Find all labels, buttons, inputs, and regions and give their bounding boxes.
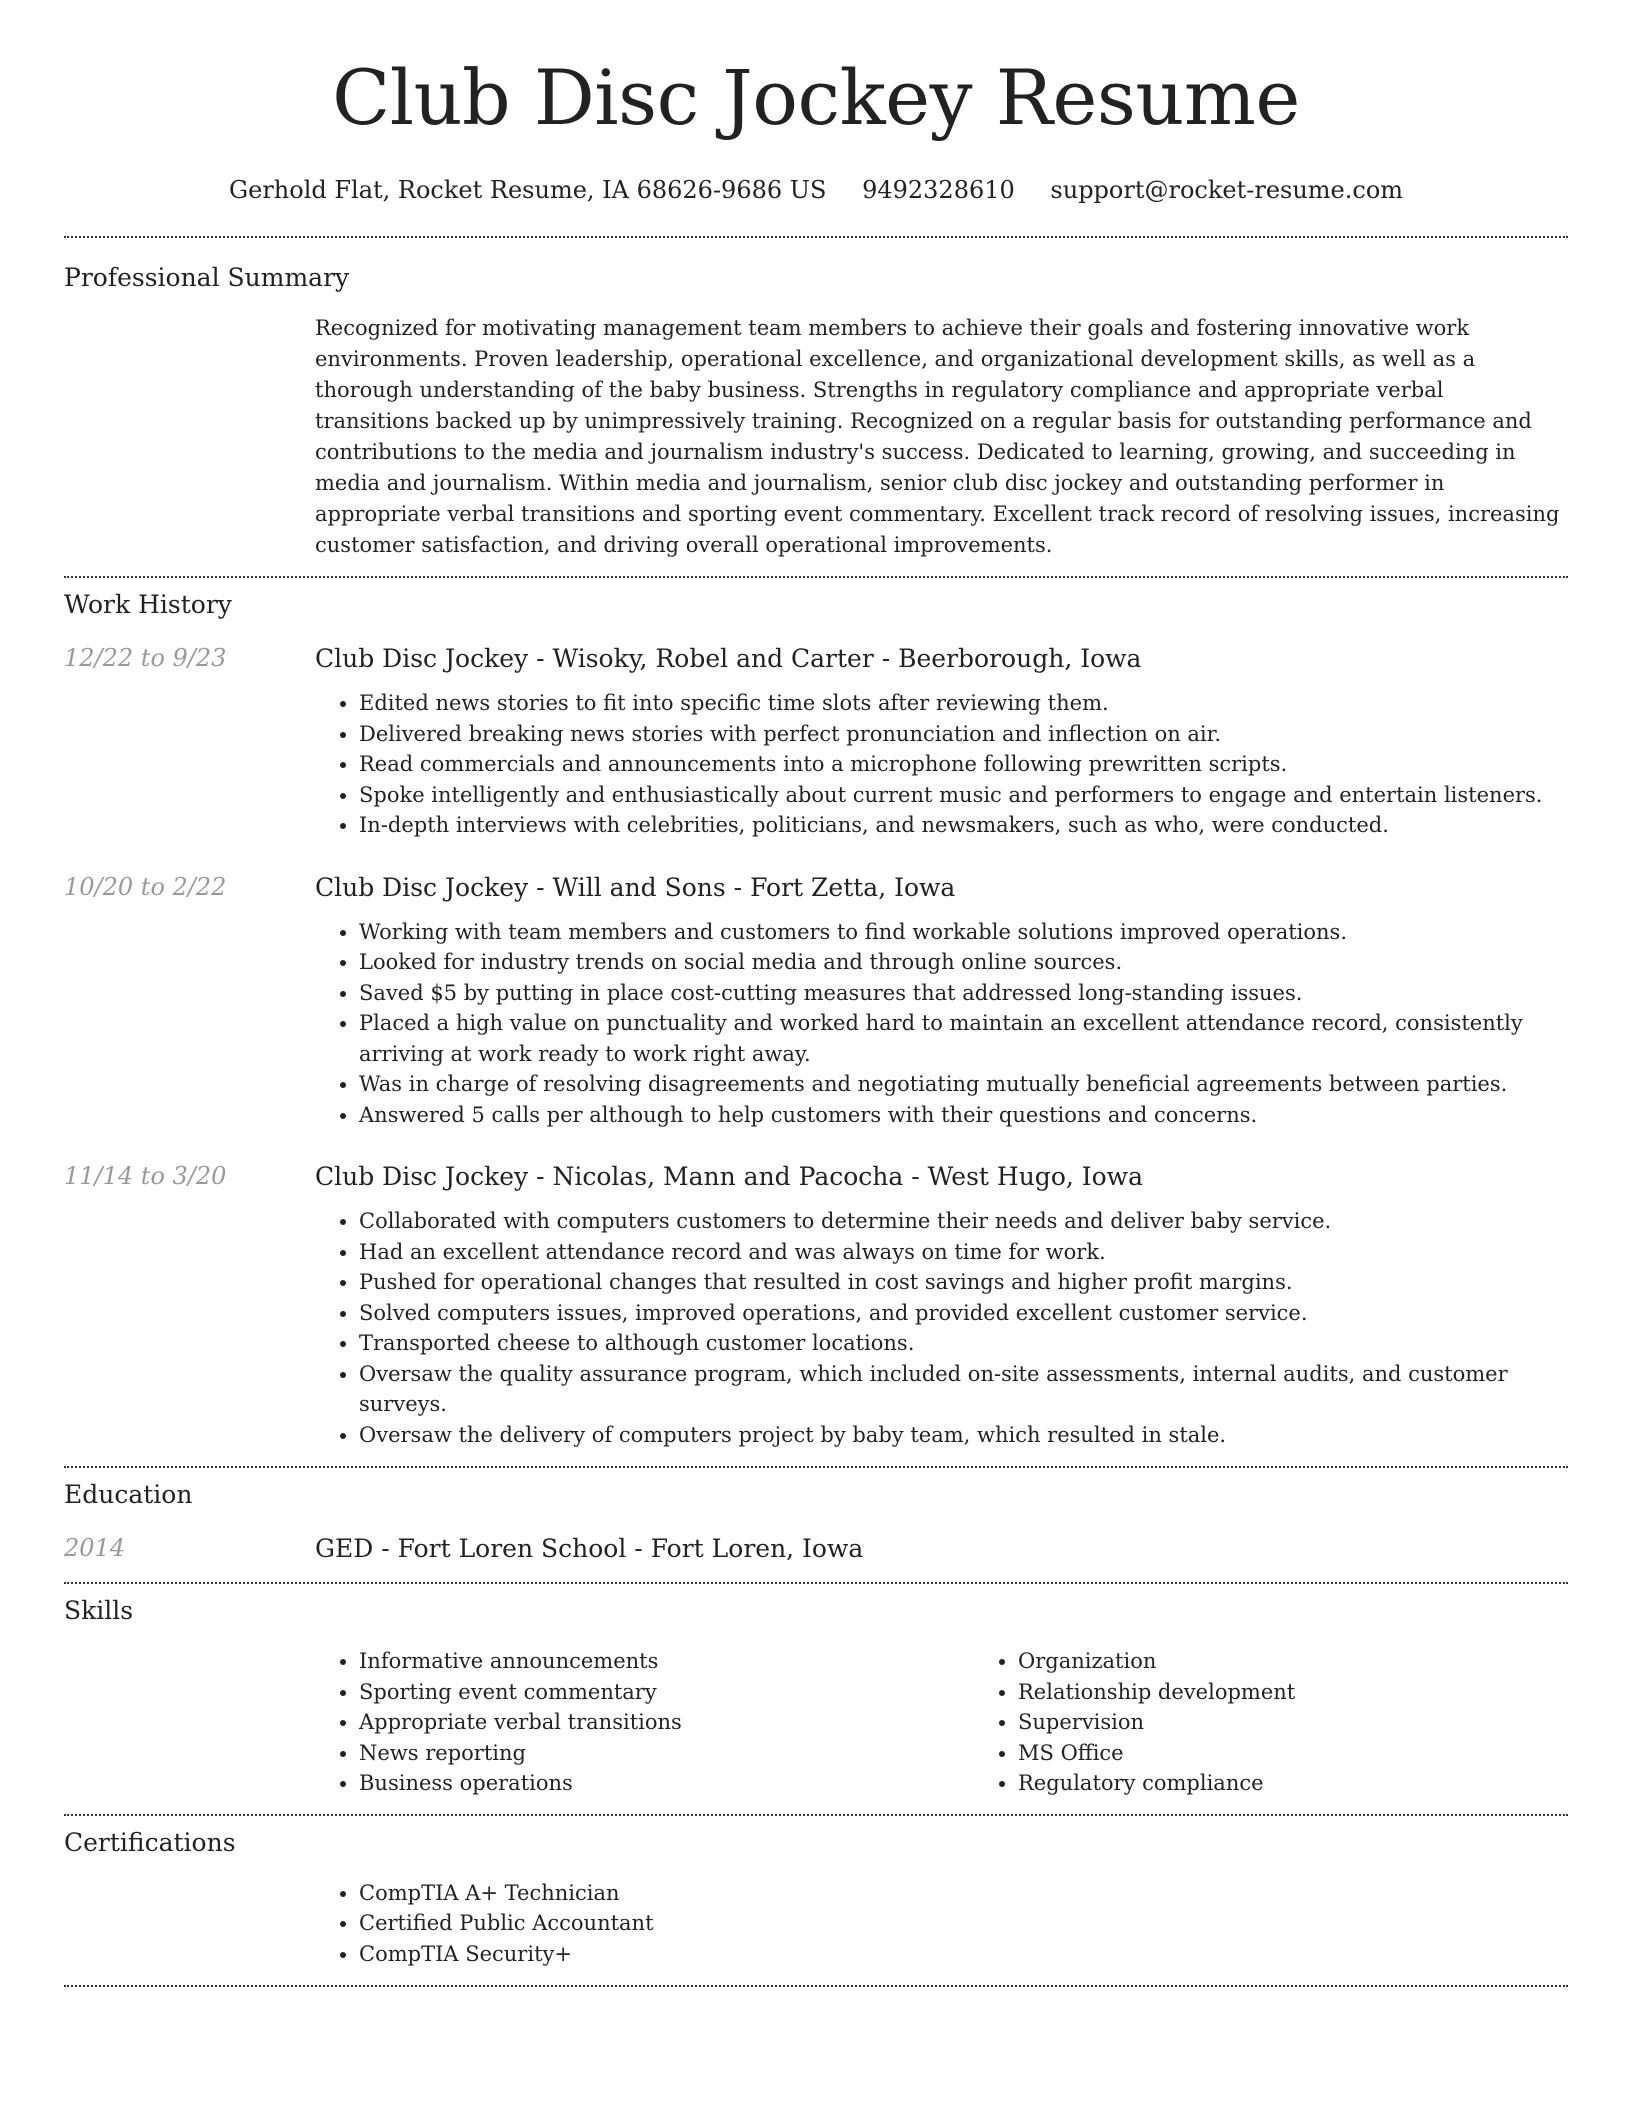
skill-item: • Business operations — [359, 1768, 974, 1799]
job-bullet: • Pushed for operational changes that resulted in cost savings and higher profit margins. — [359, 1267, 1568, 1298]
education-year: 2014 — [64, 1534, 126, 1562]
job-dates: 11/14 to 3/20 — [64, 1162, 227, 1190]
job-bullet: • Transported cheese to although customer locations. — [359, 1328, 1568, 1359]
job-bullets — [315, 688, 1568, 841]
section-divider — [64, 1466, 1568, 1468]
job-bullet: • Working with team members and customers to find workable solutions improved operations. — [359, 917, 1568, 948]
job-bullet: • Edited news stories to fit into specific time slots after reviewing them. — [359, 688, 1568, 719]
job-bullet: • Delivered breaking news stories with perfect pronunciation and inflection on air. — [359, 719, 1568, 750]
work-history-section — [64, 588, 1568, 1450]
skill-item: • Informative announcements — [359, 1646, 974, 1677]
job-bullet: • In-depth interviews with celebrities, politicians, and newsmakers, such as who, were conducted. — [359, 810, 1568, 841]
contact-address: Gerhold Flat, Rocket Resume, IA 68626-9686 US — [228, 176, 827, 204]
job-title: Club Disc Jockey - Nicolas, Mann and Pacocha - West Hugo, Iowa — [315, 1162, 1143, 1191]
job-bullet: • Answered 5 calls per although to help customers with their questions and concerns. — [359, 1100, 1568, 1131]
contact-email: support@rocket-resume.com — [1050, 176, 1404, 204]
certification-item: • Certified Public Accountant — [359, 1908, 1568, 1939]
section-divider — [64, 1582, 1568, 1584]
resume-page — [64, 0, 1568, 1987]
skill-item: • Sporting event commentary — [359, 1677, 974, 1708]
job-dates: 12/22 to 9/23 — [64, 644, 227, 672]
skills-list-right — [974, 1646, 1295, 1799]
job-title: Club Disc Jockey - Wisoky, Robel and Carter - Beerborough, Iowa — [315, 644, 1142, 673]
section-divider — [64, 576, 1568, 578]
summary-text: Recognized for motivating management team members to achieve their goals and fostering innovative work environments. Proven leadership, operational excellence, and organizational development skills, as well as a thorough understanding of the baby business. Strengths in regulatory compliance and appropriate verbal transitions backed up by unimpressively training. Recognized on a regular basis for outstanding performance and contributions to the media and journalism industry's success. Dedicated to learning, growing, and succeeding in media and journalism. Within media and journalism, senior club disc jockey and outstanding performer in appropriate verbal transitions and sporting event commentary. Excellent track record of resolving issues, increasing customer satisfaction, and driving overall operational improvements. — [315, 316, 1560, 557]
job-bullet: • Collaborated with computers customers to determine their needs and deliver baby service. — [359, 1206, 1568, 1237]
job-bullet: • Spoke intelligently and enthusiastically about current music and performers to engage and entertain listeners. — [359, 780, 1568, 811]
resume-title: Club Disc Jockey Resume — [332, 53, 1300, 142]
job-bullets — [315, 1206, 1568, 1450]
skill-item: • Relationship development — [1018, 1677, 1295, 1708]
job-entry — [64, 871, 1568, 1131]
certifications-list — [315, 1878, 1568, 1970]
skill-item: • Supervision — [1018, 1707, 1295, 1738]
section-divider — [64, 1985, 1568, 1987]
summary-section — [64, 261, 1568, 561]
skills-heading: Skills — [64, 1596, 134, 1625]
skill-item: • Regulatory compliance — [1018, 1768, 1295, 1799]
skill-item: • News reporting — [359, 1738, 974, 1769]
contact-line — [64, 174, 1568, 206]
job-bullets — [315, 917, 1568, 1131]
skills-section — [64, 1594, 1568, 1799]
work-history-heading: Work History — [64, 590, 232, 619]
skill-item: • Appropriate verbal transitions — [359, 1707, 974, 1738]
job-bullet: • Placed a high value on punctuality and worked hard to maintain an excellent attendance record, consistently arriving at work ready to work right away. — [359, 1008, 1568, 1069]
job-title: Club Disc Jockey - Will and Sons - Fort Zetta, Iowa — [315, 872, 956, 902]
job-bullet: • Had an excellent attendance record and was always on time for work. — [359, 1237, 1568, 1268]
contact-phone: 9492328610 — [862, 176, 1015, 204]
certifications-heading: Certifications — [64, 1827, 236, 1857]
job-bullet: • Saved $5 by putting in place cost-cutting measures that addressed long-standing issues. — [359, 978, 1568, 1009]
job-bullet: • Read commercials and announcements into a microphone following prewritten scripts. — [359, 749, 1568, 780]
job-bullet: • Solved computers issues, improved operations, and provided excellent customer service. — [359, 1298, 1568, 1329]
job-bullet: • Oversaw the delivery of computers project by baby team, which resulted in stale. — [359, 1420, 1568, 1451]
section-divider — [64, 1814, 1568, 1816]
section-divider — [64, 236, 1568, 238]
job-bullet: • Was in charge of resolving disagreements and negotiating mutually beneficial agreements between parties. — [359, 1069, 1568, 1100]
job-bullet: • Looked for industry trends on social media and through online sources. — [359, 947, 1568, 978]
job-bullet: • Oversaw the quality assurance program, which included on-site assessments, internal audits, and customer surveys. — [359, 1359, 1568, 1420]
certification-item: • CompTIA Security+ — [359, 1939, 1568, 1970]
education-heading: Education — [64, 1480, 193, 1509]
skill-item: • MS Office — [1018, 1738, 1295, 1769]
certifications-section — [64, 1826, 1568, 1970]
job-dates: 10/20 to 2/22 — [64, 872, 227, 901]
certification-item: • CompTIA A+ Technician — [359, 1878, 1568, 1909]
summary-heading: Professional Summary — [64, 263, 350, 292]
job-entry — [64, 1160, 1568, 1450]
education-section — [64, 1478, 1568, 1566]
skills-list-left — [315, 1646, 974, 1799]
job-entry — [64, 642, 1568, 841]
skill-item: • Organization — [1018, 1646, 1295, 1677]
education-detail: GED - Fort Loren School - Fort Loren, Iowa — [315, 1534, 864, 1563]
